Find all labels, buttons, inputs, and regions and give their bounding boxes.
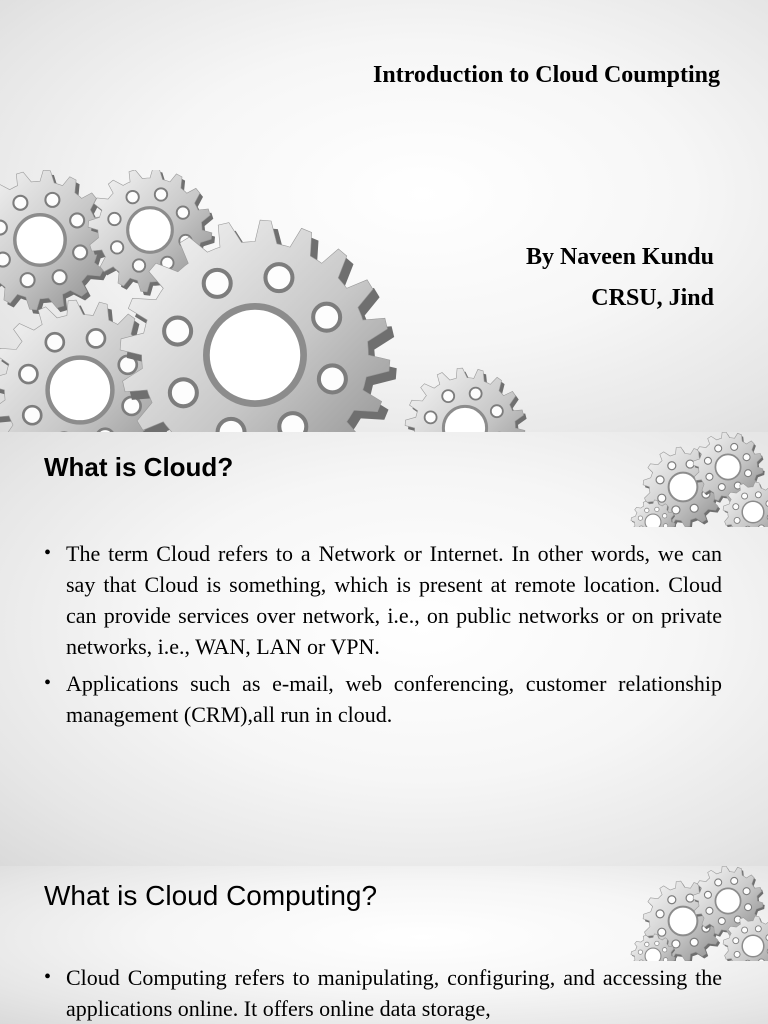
slide-heading: What is Cloud? (44, 452, 234, 482)
slide-title-text: Introduction to Cloud Coumpting (373, 62, 720, 88)
gears-corner-graphic (628, 866, 768, 961)
bullet-text: Applications such as e-mail, web conferencing, customer relationship management (CRM),all run in cloud. (66, 671, 722, 727)
bullet-text: Cloud Computing refers to manipulating, configuring, and accessing the applications online. It offers online data storage, (66, 965, 722, 1021)
gears-cluster-graphic (0, 170, 540, 432)
list-item (44, 538, 722, 662)
bullet-list (44, 538, 722, 736)
list-item (44, 668, 722, 730)
gear-icon (405, 368, 528, 432)
bullet-icon: • (44, 672, 52, 694)
list-item (44, 962, 722, 1024)
bullet-icon: • (44, 542, 52, 564)
author-name: By Naveen Kundu (525, 244, 714, 270)
bullet-text: The term Cloud refers to a Network or Internet. In other words, we can say that Cloud is something, which is present at remote location. Cloud can provide services over network, i.e., on public networks or on private networks, i.e., WAN, LAN or VPN. (66, 541, 722, 659)
gears-corner-graphic (628, 432, 768, 527)
slide-what-is-cloud (0, 432, 768, 866)
bullet-list (44, 962, 722, 1024)
slide-what-is-cloud-computing (0, 866, 768, 1024)
slide-title (0, 0, 768, 432)
slide-heading: What is Cloud Computing? (44, 880, 378, 911)
author-affiliation: CRSU, Jind (591, 285, 714, 311)
bullet-icon: • (44, 966, 52, 988)
